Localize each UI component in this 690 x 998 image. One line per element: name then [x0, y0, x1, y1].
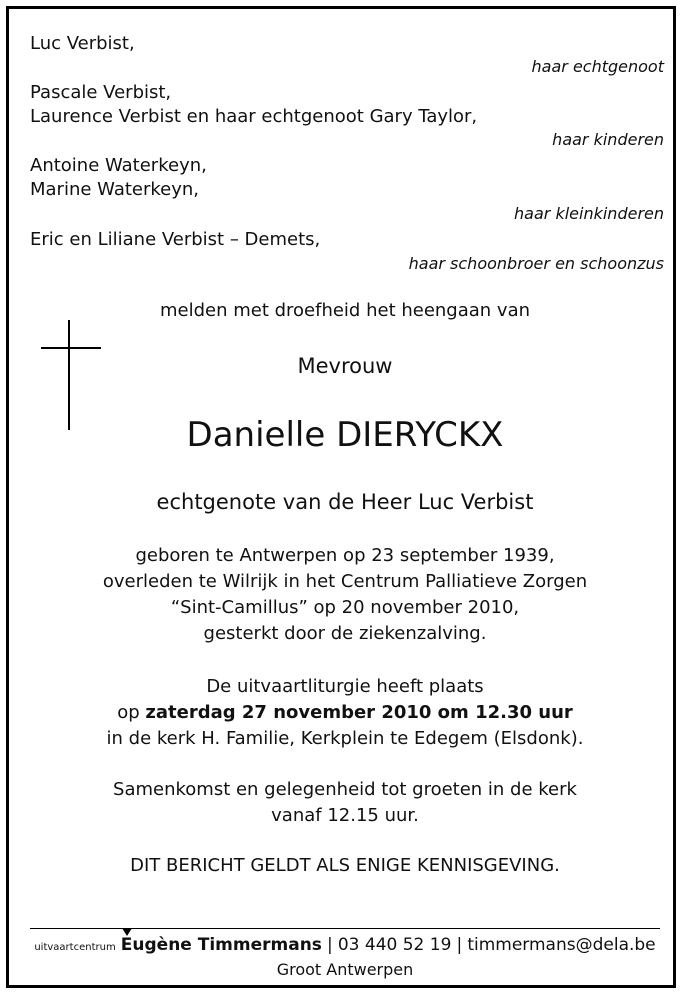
notice-line: DIT BERICHT GELDT ALS ENIGE KENNISGEVING. [130, 855, 560, 876]
gathering-line-1: Samenkomst en gelegenheid tot groeten in de kerk [113, 779, 577, 800]
gathering-line-2: vanaf 12.15 uur. [271, 805, 419, 826]
funeral-home-phone: 03 440 52 19 [337, 935, 452, 955]
funeral-home-brand: Eugène Timmermans [120, 935, 322, 955]
intro-line: melden met droefheid het heengaan van [159, 300, 531, 321]
detail-line-1: geboren te Antwerpen op 23 september 1939, [135, 545, 555, 566]
liturgy-line-3: in de kerk H. Familie, Kerkplein te Edegem (Elsdonk). [106, 728, 584, 749]
child-name-2: Laurence Verbist en haar echtgenoot Gary Taylor, [30, 106, 478, 127]
detail-line-2: overleden te Wilrijk in het Centrum Palliatieve Zorgen [102, 571, 588, 592]
spouse-line: echtgenote van de Heer Luc Verbist [156, 490, 534, 514]
liturgy-line-2 [0, 700, 690, 726]
liturgy-prefix: op [117, 702, 146, 723]
grandchildren-role: haar kleinkinderen [514, 204, 664, 223]
husband-role: haar echtgenoot [531, 57, 664, 76]
funeral-home-region: Groot Antwerpen [276, 960, 414, 979]
detail-line-3: “Sint-Camillus” op 20 november 2010, [170, 597, 520, 618]
husband-name: Luc Verbist, [30, 33, 135, 54]
funeral-home-email: timmermans@dela.be [467, 935, 656, 955]
grandchild-name-2: Marine Waterkeyn, [30, 179, 200, 200]
funeral-home-line [0, 934, 690, 959]
separator-1: | [327, 935, 333, 955]
funeral-home-prefix: uitvaartcentrum [34, 942, 116, 953]
deceased-name: Danielle DIERYCKX [186, 415, 504, 455]
child-name-1: Pascale Verbist, [30, 82, 172, 103]
inlaws-role: haar schoonbroer en schoonzus [408, 254, 664, 273]
children-role: haar kinderen [552, 130, 664, 149]
detail-line-4: gesterkt door de ziekenzalving. [203, 623, 487, 644]
inlaws-name: Eric en Liliane Verbist – Demets, [30, 229, 321, 250]
salutation: Mevrouw [297, 354, 393, 378]
liturgy-date: zaterdag 27 november 2010 om 12.30 uur [145, 702, 573, 723]
separator-2: | [456, 935, 463, 955]
grandchild-name-1: Antoine Waterkeyn, [30, 155, 207, 176]
liturgy-line-1: De uitvaartliturgie heeft plaats [206, 676, 484, 697]
